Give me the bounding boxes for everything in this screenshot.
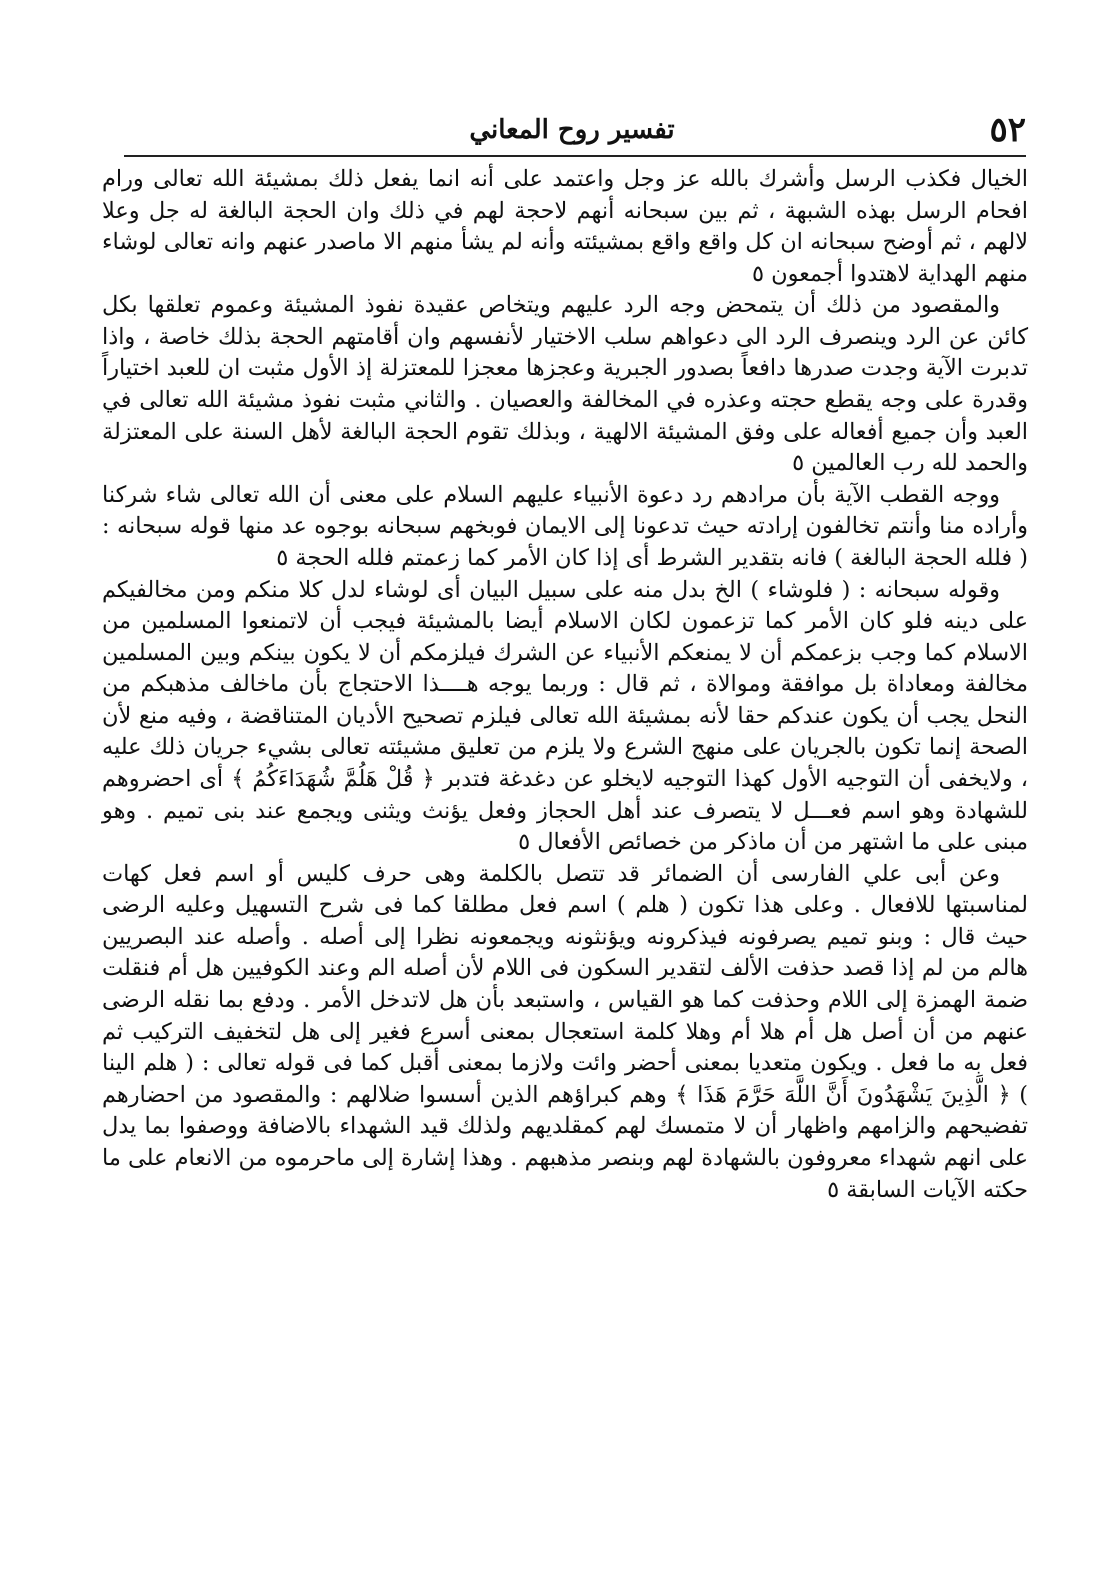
paragraph: وعن أبى علي الفارسى أن الضمائر قد تتصل بالكلمة وهى حرف كليس أو اسم فعل كهات لمناسبتها للافعال . وعلى هذا تكون ( هلم ) اسم فعل مطلقا كما فى شرح التسهيل وعليه الرضى حيث قال : وبنو تميم يصرفونه فيذكرونه ويؤنثونه ويجمعونه نظرا إلى أصله . وأصله عند البصريين هالم من لم إذا قصد حذفت الألف لتقدير السكون فى اللام لأن أصله الم وعند الكوفيين هل أم فنقلت ضمة الهمزة إلى اللام وحذفت كما هو القياس ، واستبعد بأن هل لاتدخل الأمر . ودفع بما نقله الرضى عنهم من أن أصل هل أم هلا أم وهلا كلمة استعجال بمعنى أسرع فغير إلى هل لتخفيف التركيب ثم فعل به ما فعل . ويكون متعديا بمعنى أحضر وائت ولازما بمعنى أقبل كما فى قوله تعالى : ( هلم الينا ) ﴿ الَّذِينَ يَشْهَدُونَ أَنَّ اللَّهَ حَرَّمَ هَذَا ﴾ وهم كبراؤهم الذين أسسوا ضلالهم : والمقصود من احضارهم تفضيحهم والزامهم واظهار أن لا متمسك لهم كمقلديهم ولذلك قيد الشهداء بالاضافة ووصفوا بما يدل على انهم شهداء معروفون بالشهادة لهم وبنصر مذهبهم . وهذا إشارة إلى ماحرموه من الانعام على ما حكته الآيات السابقة ٥ (102, 860, 1029, 1203)
body-text (102, 164, 1028, 1206)
page-number: ٥٢ (989, 110, 1026, 150)
running-title: تفسير روح المعاني (469, 115, 675, 145)
paragraph: وقوله سبحانه : ( فلوشاء ) الخ بدل منه على سبيل البيان أى لوشاء لدل كلا منكم ومن مخالفيكم على دينه فلو كان الأمر كما تزعمون لكان الاسلام أيضا بالمشيئة فيجب أن لاتمنعوا المسلمين من الاسلام كما وجب بزعمكم أن لا يمنعكم الأنبياء عن الشرك فيلزمكم أن لا يكون بينكم وبين المسلمين مخالفة ومعاداة بل موافقة وموالاة ، ثم قال : وربما يوجه هــــذا الاحتجاج بأن ماخالف مذهبكم من النحل يجب أن يكون عندكم حقا لأنه بمشيئة الله تعالى فيلزم تصحيح الأديان المتناقضة ، وفيه منع لأن الصحة إنما تكون بالجريان على منهج الشرع ولا يلزم من تعليق مشيئته تعالى بشيء جريان ذلك عليه ، ولايخفى أن التوجيه الأول كهذا التوجيه لايخلو عن دغدغة فتدبر ﴿ قُلْ هَلُمَّ شُهَدَاءَكُمُ ﴾ أى احضروهم للشهادة وهو اسم فعـــل لا يتصرف عند أهل الحجاز وفعل يؤنث ويثنى ويجمع عند بنى تميم . وهو مبنى على ما اشتهر من أن ماذكر من خصائص الأفعال ٥ (102, 576, 1028, 856)
paragraph: والمقصود من ذلك أن يتمحض وجه الرد عليهم ويتخاص عقيدة نفوذ المشيئة وعموم تعلقها بكل كائن عن الرد وينصرف الرد الى دعواهم سلب الاختيار لأنفسهم وان أقامتهم الحجة بذلك خاصة ، واذا تدبرت الآية وجدت صدرها دافعاً بصدور الجبرية وعجزها معجزا للمعتزلة إذ الأول مثبت ان للعبد اختياراً وقدرة على وجه يقطع حجته وعذره في المخالفة والعصيان . والثاني مثبت نفوذ مشيئة الله تعالى في العبد وأن جميع أفعاله على وفق المشيئة الالهية ، وبذلك تقوم الحجة البالغة لأهل السنة على المعتزلة والحمد لله رب العالمين ٥ (102, 292, 1028, 477)
header-divider (124, 155, 1026, 157)
paragraph: ووجه القطب الآية بأن مرادهم رد دعوة الأنبياء عليهم السلام على معنى أن الله تعالى شاء شركنا وأراده منا وأنتم تخالفون إرادته حيث تدعونا إلى الايمان فوبخهم سبحانه بوجوه عد منها قوله سبحانه : ( فلله الحجة البالغة ) فانه بتقدير الشرط أى إذا كان الأمر كما زعمتم فلله الحجة ٥ (102, 481, 1028, 571)
page-header (118, 108, 1026, 152)
paragraph: الخيال فكذب الرسل وأشرك بالله عز وجل واعتمد على أنه انما يفعل ذلك بمشيئة الله تعالى ورام افحام الرسل بهذه الشبهة ، ثم بين سبحانه أنهم لاحجة لهم في ذلك وان الحجة البالغة له جل وعلا لالهم ، ثم أوضح سبحانه ان كل واقع واقع بمشيئته وأنه لم يشأ منهم الا ماصدر عنهم وانه تعالى لوشاء منهم الهداية لاهتدوا أجمعون ٥ (102, 166, 1028, 287)
